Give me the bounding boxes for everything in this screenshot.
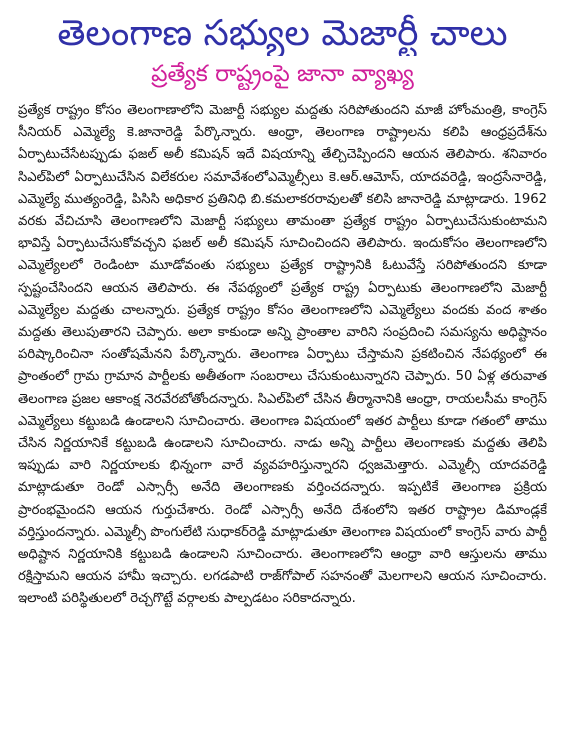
article-headline: తెలంగాణ సభ్యుల మెజార్టీ చాలు <box>57 13 508 54</box>
article-body: ప్రత్యేక రాష్ట్రం కోసం తెలంగాణాలోని మెజార్టీ సభ్యుల మద్దతు సరిపోతుందని మాజీ హోంమంత్రి, కాంగ్రెస్ సీనియర్ ఎమ్మెల్యే కె.జానారెడ్డి పేర్కొన్నారు. ఆంధ్రా, తెలంగాణ రాష్ట్రాలను కలిపి ఆంధ్రప్రదేశ్‌ను ఏర్పాటుచేసేటప్పుడు ఫజల్ అలీ కమిషన్ ఇదే విషయాన్ని తేల్చిచెప్పిందని ఆయన తెలిపారు. శనివారం సిఎల్‌పిలో ఏర్పాటుచేసిన విలేకరుల సమావేశంలోఎమ్మెల్సీలు కె.ఆర్.ఆమోస్, యాదవరెడ్డి, ఇంద్రసేనారెడ్డి, ఎమ్మెల్యే ముత్యంరెడ్డి, పిసిసి అధికార ప్రతినిధి బి.కమలాకరరావులతో కలిసి జానారెడ్డి మాట్లాడారు. 1962 వరకు వేచిచూసి తెలంగాణలోని మెజార్టీ సభ్యులు తామంతా ప్రత్యేక రాష్ట్రం ఏర్పాటుచేసుకుంటామని భావిస్తే ఏర్పాటుచేసుకోవచ్చని ఫజల్ అలీ కమిషన్ సూచించిందని తెలిపారు. ఇందుకోసం తెలంగాణలోని ఎమ్మెల్యేలలో రెండింటా మూడోవంతు సభ్యులు ప్రత్యేక రాష్ట్రానికి ఓటువేస్తే సరిపోతుందని కూడా స్పష్టంచేసిందని ఆయన తెలిపారు. ఈ నేపథ్యంలో ప్రత్యేక రాష్ట్ర ఏర్పాటుకు తెలంగాణలోని మెజార్టీ ఎమ్మెల్యేల మద్దతు చాలన్నారు. ప్రత్యేక రాష్ట్రం కోసం తెలంగాణలోని ఎమ్మెల్యేలు వందకు వంద శాతం మద్దతు తెలుపుతారని చెప్పారు. అలా కాకుండా అన్ని ప్రాంతాల వారిని సంప్రదించి సమస్యను అధిష్టానం పరిష్కారించినా సంతోషమేనని పేర్కొన్నారు. తెలంగాణ ఏర్పాటు చేస్తామని ప్రకటించిన నేపథ్యంలో ఈ ప్రాంతంలో గ్రామ గ్రామాన పార్టీలకు అతీతంగా సంబరాలు చేసుకుంటున్నారని చెప్పారు. 50 ఏళ్ల తరువాత తెలంగాణ ప్రజల ఆకాంక్ష నెరవేరబోతోందన్నారు. సిఎల్‌పిలో చేసిన తీర్మానానికి ఆంధ్రా, రాయలసీమ కాంగ్రెస్ ఎమ్మెల్యేలు కట్టుబడి ఉండాలని సూచించారు. తెలంగాణ విషయంలో ఇతర పార్టీలు కూడా గతంలో తాము చేసిన నిర్ణయానికే కట్టుబడి ఉండాలని సూచించారు. నాడు అన్ని పార్టీలు తెలంగాణకు మద్దతు తెలిపి ఇప్పుడు వారి నిర్ణయాలకు భిన్నంగా వారే వ్యవహరిస్తున్నారని ధ్వజమెత్తారు. ఎమ్మెల్సీ యాదవరెడ్డి మాట్లాడుతూ రెండో ఎస్సార్సీ అనేది తెలంగాణకు వర్తించదన్నారు. ఇప్పటికే తెలంగాణ ప్రక్రియ ప్రారంభమైందని ఆయన గుర్తుచేశారు. రెండో ఎస్సార్సీ అనేది దేశంలోని ఇతర రాష్ట్రాల డిమాండ్లకే వర్తిస్తుందన్నారు. ఎమ్మెల్సీ పొంగులేటి సుధాకర్‌రెడ్డి మాట్లాడుతూ తెలంగాణ విషయంలో కాంగ్రెస్ వారు పార్టీ అధిష్టాన నిర్ణయానికి కట్టుబడి ఉండాలని సూచించారు. తెలంగాణలోని ఆంధ్రా వారి ఆస్తులను తాము రక్షిస్తామని ఆయన హామీ ఇచ్చారు. లగడపాటి రాజ్‌గోపాల్ సహనంతో మెలగాలని ఆయన సూచించారు. ఇలాంటి పరిస్థితులలో రెచ్చగొట్టే వర్గాలకు పాల్పడటం సరికాదన్నారు. <box>18 103 547 607</box>
article-subheadline: ప్రత్యేక రాష్ట్రంపై జానా వ్యాఖ్య <box>151 61 414 87</box>
